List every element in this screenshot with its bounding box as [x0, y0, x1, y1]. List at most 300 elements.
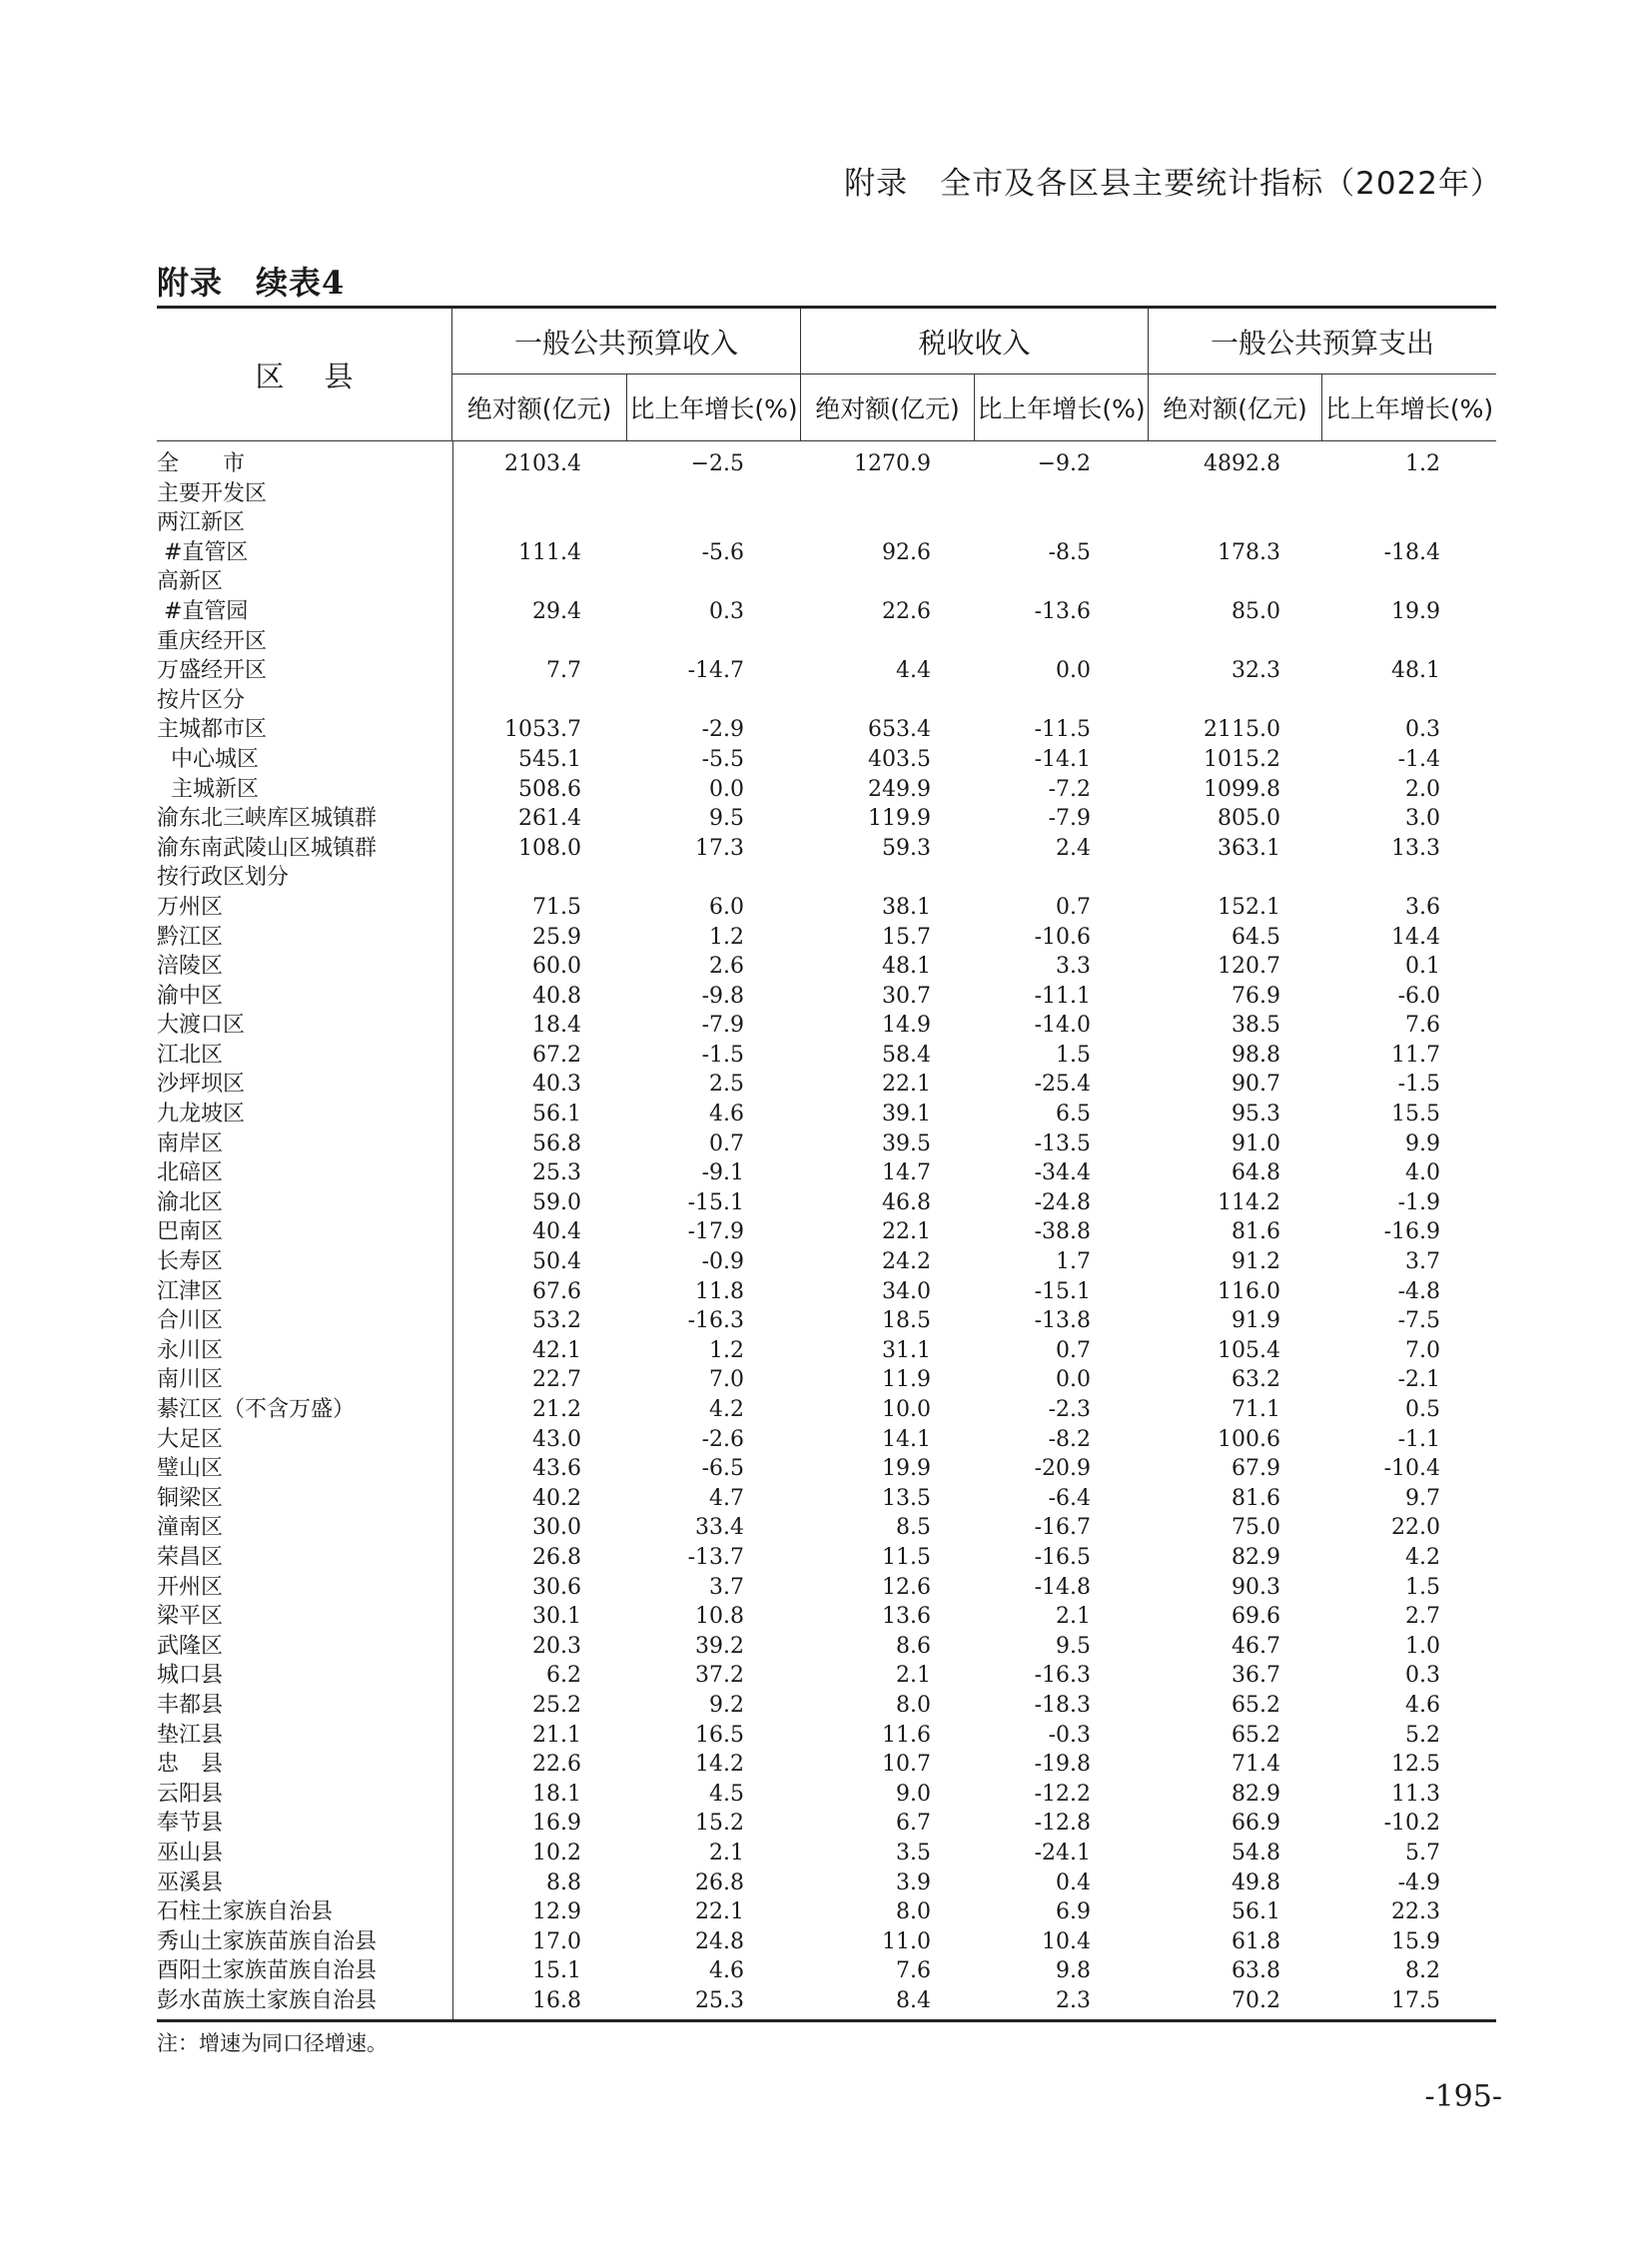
row-name: 荣昌区: [157, 1544, 224, 1570]
table-row: [157, 1158, 1496, 1188]
row-value: 0.3: [709, 598, 744, 624]
row-value: 2.1: [1056, 1604, 1091, 1630]
row-value: 6.2: [546, 1663, 581, 1689]
row-value: 91.2: [1232, 1249, 1280, 1275]
row-name: 两江新区: [157, 510, 246, 536]
table-row: [157, 1721, 1496, 1751]
row-name: 南川区: [157, 1367, 224, 1393]
row-value: -1.4: [1397, 746, 1440, 772]
row-value: 64.5: [1232, 924, 1280, 950]
row-value: 14.9: [882, 1013, 931, 1039]
row-name: 垫江县: [157, 1722, 224, 1748]
row-value: 22.3: [1391, 1899, 1440, 1925]
row-value: 111.4: [518, 539, 581, 565]
row-value: 9.2: [709, 1692, 744, 1718]
row-value: -16.9: [1383, 1219, 1440, 1245]
row-value: 0.0: [1056, 1367, 1091, 1393]
table-row: [157, 745, 1496, 775]
row-value: 22.7: [532, 1367, 581, 1393]
row-value: 46.8: [882, 1189, 931, 1215]
row-value: -9.1: [701, 1160, 744, 1186]
row-value: 95.3: [1232, 1102, 1280, 1127]
row-value: 2.7: [1405, 1604, 1440, 1630]
row-value: 26.8: [695, 1869, 744, 1895]
row-value: -8.2: [1048, 1426, 1091, 1452]
row-value: 15.5: [1391, 1102, 1440, 1127]
table-row: [157, 1543, 1496, 1573]
row-name: 高新区: [157, 569, 224, 595]
table-row: [157, 1336, 1496, 1366]
row-value: 9.5: [709, 806, 744, 832]
row-value: 12.9: [532, 1899, 581, 1925]
row-value: 24.2: [882, 1249, 931, 1275]
row-name: 主城都市区: [157, 717, 268, 743]
row-value: 98.8: [1232, 1042, 1280, 1068]
row-value: 24.8: [695, 1928, 744, 1954]
row-value: 6.9: [1056, 1899, 1091, 1925]
row-value: 59.3: [882, 835, 931, 861]
row-value: 30.0: [532, 1515, 581, 1541]
row-value: 22.1: [882, 1219, 931, 1245]
row-name: 大足区: [157, 1426, 224, 1452]
sub-header: 比上年增长(%): [1324, 394, 1494, 423]
row-value: 75.0: [1232, 1515, 1280, 1541]
row-value: 43.0: [532, 1426, 581, 1452]
row-value: 5.2: [1405, 1722, 1440, 1748]
row-value: -10.2: [1383, 1811, 1440, 1837]
row-value: 8.6: [896, 1633, 931, 1659]
row-value: -16.5: [1034, 1544, 1091, 1570]
row-value: 22.1: [882, 1072, 931, 1098]
row-value: -13.6: [1034, 598, 1091, 624]
row-value: 11.0: [882, 1928, 931, 1954]
row-value: 178.3: [1218, 539, 1280, 565]
statistics-table: [157, 306, 1496, 2022]
row-value: 59.0: [532, 1189, 581, 1215]
row-value: 53.2: [532, 1308, 581, 1334]
table-row: [157, 1513, 1496, 1543]
row-value: 58.4: [882, 1042, 931, 1068]
row-value: 15.9: [1391, 1928, 1440, 1954]
row-value: 13.3: [1391, 835, 1440, 861]
row-value: -12.8: [1034, 1811, 1091, 1837]
row-value: 56.8: [532, 1130, 581, 1156]
row-name: 奉节县: [157, 1811, 224, 1837]
row-name: 石柱土家族自治县: [157, 1899, 334, 1925]
row-value: 54.8: [1232, 1840, 1280, 1866]
row-value: 38.5: [1232, 1013, 1280, 1039]
row-value: -12.2: [1034, 1781, 1091, 1807]
row-value: 4892.8: [1204, 451, 1280, 476]
row-value: 40.3: [532, 1072, 581, 1098]
row-name: #直管区: [157, 539, 249, 565]
row-value: 4.5: [709, 1781, 744, 1807]
row-value: 13.6: [882, 1604, 931, 1630]
row-value: -14.8: [1034, 1574, 1091, 1600]
table-row: [157, 1986, 1496, 2016]
row-name: 梁平区: [157, 1604, 224, 1630]
row-value: 67.9: [1232, 1456, 1280, 1482]
row-value: 9.8: [1056, 1958, 1091, 1984]
row-name: 沙坪坝区: [157, 1072, 246, 1098]
table-row: [157, 1573, 1496, 1603]
row-value: 3.9: [896, 1869, 931, 1895]
row-name: 巫山县: [157, 1840, 224, 1866]
table-row: [157, 804, 1496, 834]
row-value: 11.6: [882, 1722, 931, 1748]
row-value: 63.2: [1232, 1367, 1280, 1393]
row-value: -24.1: [1034, 1840, 1091, 1866]
row-value: 5.7: [1405, 1840, 1440, 1866]
row-value: 40.8: [532, 983, 581, 1009]
table-row: [157, 1365, 1496, 1395]
row-value: 0.7: [1056, 1337, 1091, 1363]
row-value: -2.3: [1048, 1397, 1091, 1422]
row-value: 4.7: [709, 1485, 744, 1511]
row-name: 按片区分: [157, 687, 246, 713]
row-name: 渝东北三峡库区城镇群: [157, 806, 378, 832]
row-name: 涪陵区: [157, 954, 224, 980]
table-row: [157, 982, 1496, 1012]
row-value: -0.9: [701, 1249, 744, 1275]
row-name: 开州区: [157, 1574, 224, 1600]
row-value: 43.6: [532, 1456, 581, 1482]
group-header-budget-revenue: 一般公共预算收入: [452, 309, 801, 374]
row-value: -6.4: [1048, 1485, 1091, 1511]
row-value: -13.8: [1034, 1308, 1091, 1334]
row-value: 50.4: [532, 1249, 581, 1275]
row-name: 长寿区: [157, 1249, 224, 1275]
row-value: 2.1: [896, 1663, 931, 1689]
row-value: 7.6: [896, 1958, 931, 1984]
table-row: [157, 923, 1496, 953]
row-value: -7.9: [701, 1013, 744, 1039]
row-value: 71.5: [532, 894, 581, 920]
row-name: 忠 县: [157, 1752, 224, 1778]
row-value: 81.6: [1232, 1485, 1280, 1511]
row-name: #直管园: [157, 598, 249, 624]
row-name: 永川区: [157, 1337, 224, 1363]
sub-header: 绝对额(亿元): [452, 374, 627, 440]
row-value: 33.4: [695, 1515, 744, 1541]
row-value: 9.0: [896, 1781, 931, 1807]
row-value: -10.6: [1034, 924, 1091, 950]
row-value: 91.0: [1232, 1130, 1280, 1156]
row-name: 渝东南武陵山区城镇群: [157, 835, 378, 861]
sub-header: 绝对额(亿元): [1149, 374, 1322, 440]
table-row: [157, 1425, 1496, 1455]
row-value: 6.7: [896, 1811, 931, 1837]
row-value: 48.1: [1391, 658, 1440, 684]
row-value: 10.8: [695, 1604, 744, 1630]
row-value: -15.1: [687, 1189, 744, 1215]
row-name: 云阳县: [157, 1781, 224, 1807]
table-row: [157, 1041, 1496, 1071]
row-value: 1053.7: [504, 717, 581, 743]
row-value: −2.5: [690, 451, 744, 476]
row-value: 26.8: [532, 1544, 581, 1570]
row-value: -16.7: [1034, 1515, 1091, 1541]
row-value: 4.6: [709, 1102, 744, 1127]
row-value: 16.9: [532, 1811, 581, 1837]
row-value: 2.4: [1056, 835, 1091, 861]
row-value: 39.2: [695, 1633, 744, 1659]
row-name: 合川区: [157, 1308, 224, 1334]
row-value: -9.8: [701, 983, 744, 1009]
row-value: -25.4: [1034, 1072, 1091, 1098]
row-value: 17.0: [532, 1928, 581, 1954]
row-value: -14.7: [687, 658, 744, 684]
row-value: 0.7: [1056, 894, 1091, 920]
table-row: [157, 1602, 1496, 1632]
row-value: 7.0: [709, 1367, 744, 1393]
row-name: 巴南区: [157, 1219, 224, 1245]
table-row: [157, 1454, 1496, 1484]
row-value: 0.3: [1405, 1663, 1440, 1689]
row-value: 46.7: [1232, 1633, 1280, 1659]
row-value: 3.7: [709, 1574, 744, 1600]
row-value: 32.3: [1232, 658, 1280, 684]
row-value: 4.6: [709, 1958, 744, 1984]
row-value: 2115.0: [1204, 717, 1280, 743]
row-value: 16.5: [695, 1722, 744, 1748]
row-value: -14.0: [1034, 1013, 1091, 1039]
row-value: 545.1: [518, 746, 581, 772]
row-value: 11.7: [1391, 1042, 1440, 1068]
row-value: 56.1: [1232, 1899, 1280, 1925]
row-value: 90.7: [1232, 1072, 1280, 1098]
row-name: 铜梁区: [157, 1485, 224, 1511]
row-value: 90.3: [1232, 1574, 1280, 1600]
row-value: 22.1: [695, 1899, 744, 1925]
row-value: -13.7: [687, 1544, 744, 1570]
row-value: 67.2: [532, 1042, 581, 1068]
row-value: 65.2: [1232, 1722, 1280, 1748]
table-row: [157, 1632, 1496, 1662]
row-value: 3.7: [1405, 1249, 1440, 1275]
row-name: 大渡口区: [157, 1013, 246, 1039]
row-name: 江北区: [157, 1042, 224, 1068]
sub-header: 比上年增长(%): [975, 374, 1149, 440]
row-value: 71.1: [1232, 1397, 1280, 1422]
row-value: 65.2: [1232, 1692, 1280, 1718]
row-value: 67.6: [532, 1278, 581, 1304]
table-row: [157, 597, 1496, 627]
row-value: 60.0: [532, 954, 581, 980]
row-value: 6.0: [709, 894, 744, 920]
row-value: 16.8: [532, 1987, 581, 2013]
row-value: 11.9: [882, 1367, 931, 1393]
table-title: 附录 续表4: [157, 264, 346, 302]
table-row: [157, 1839, 1496, 1868]
row-value: 9.5: [1056, 1633, 1091, 1659]
table-row: [157, 1217, 1496, 1247]
row-value: 7.7: [546, 658, 581, 684]
row-name: 酉阳土家族苗族自治县: [157, 1958, 378, 1984]
row-value: 1.0: [1405, 1633, 1440, 1659]
row-value: -19.8: [1034, 1752, 1091, 1778]
row-name: 黔江区: [157, 924, 224, 950]
row-value: 39.5: [882, 1130, 931, 1156]
row-value: 14.7: [882, 1160, 931, 1186]
row-value: 2.3: [1056, 1987, 1091, 2013]
row-value: 29.4: [532, 598, 581, 624]
row-name: 秀山土家族苗族自治县: [157, 1928, 378, 1954]
row-value: -2.9: [701, 717, 744, 743]
table-row: [157, 1897, 1496, 1927]
table-row: [157, 1070, 1496, 1100]
row-value: 25.3: [695, 1987, 744, 2013]
row-value: 805.0: [1218, 806, 1280, 832]
row-value: 0.4: [1056, 1869, 1091, 1895]
row-value: -0.3: [1048, 1722, 1091, 1748]
row-name: 巫溪县: [157, 1869, 224, 1895]
row-value: -17.9: [687, 1219, 744, 1245]
row-value: 48.1: [882, 954, 931, 980]
row-value: -14.1: [1034, 746, 1091, 772]
row-value: -2.6: [701, 1426, 744, 1452]
row-value: -11.5: [1034, 717, 1091, 743]
table-row: [157, 479, 1496, 509]
row-value: 30.7: [882, 983, 931, 1009]
row-value: 19.9: [882, 1456, 931, 1482]
row-value: 20.3: [532, 1633, 581, 1659]
table-row: [157, 656, 1496, 686]
row-name: 城口县: [157, 1663, 224, 1689]
row-value: 105.4: [1218, 1337, 1280, 1363]
row-name: 武隆区: [157, 1633, 224, 1659]
row-value: 1270.9: [854, 451, 931, 476]
row-value: 21.2: [532, 1397, 581, 1422]
row-value: -5.5: [701, 746, 744, 772]
table-row: [157, 1809, 1496, 1839]
row-value: 19.9: [1391, 598, 1440, 624]
row-value: 3.6: [1405, 894, 1440, 920]
row-value: 18.4: [532, 1013, 581, 1039]
row-value: 3.5: [896, 1840, 931, 1866]
row-name: 重庆经开区: [157, 628, 268, 654]
row-value: −9.2: [1037, 451, 1091, 476]
row-value: 1.2: [709, 1337, 744, 1363]
table-row: [157, 863, 1496, 893]
row-value: 8.2: [1405, 1958, 1440, 1984]
row-value: 14.1: [882, 1426, 931, 1452]
row-value: 12.6: [882, 1574, 931, 1600]
row-label-header: 区县: [157, 309, 452, 440]
group-header-tax-revenue: 税收收入: [801, 309, 1149, 374]
row-value: 11.8: [695, 1278, 744, 1304]
running-head: 附录 全市及各区县主要统计指标（2022年）: [844, 166, 1502, 202]
row-value: 3.0: [1405, 806, 1440, 832]
row-value: 14.2: [695, 1752, 744, 1778]
row-value: 508.6: [518, 776, 581, 802]
table-row: [157, 627, 1496, 657]
row-value: 403.5: [868, 746, 931, 772]
row-value: 49.8: [1232, 1869, 1280, 1895]
row-name: 万州区: [157, 894, 224, 920]
row-value: -20.9: [1034, 1456, 1091, 1482]
row-value: -24.8: [1034, 1189, 1091, 1215]
row-value: 11.5: [882, 1544, 931, 1570]
row-value: 2.1: [709, 1840, 744, 1866]
row-value: 85.0: [1232, 598, 1280, 624]
table-row: [157, 715, 1496, 745]
row-name: 渝北区: [157, 1189, 224, 1215]
table-row: [157, 1395, 1496, 1425]
row-name: 北碚区: [157, 1160, 224, 1186]
row-value: 1015.2: [1204, 746, 1280, 772]
sub-header: 比上年增长(%): [627, 374, 801, 440]
table-row: [157, 893, 1496, 923]
row-value: 25.9: [532, 924, 581, 950]
row-value: 22.0: [1391, 1515, 1440, 1541]
row-name: 中心城区: [157, 746, 259, 772]
table-row: [157, 1927, 1496, 1957]
row-value: 4.4: [896, 658, 931, 684]
row-value: 2.6: [709, 954, 744, 980]
row-name: 主要开发区: [157, 480, 268, 506]
row-name: 綦江区（不含万盛）: [157, 1397, 356, 1422]
row-value: -10.4: [1383, 1456, 1440, 1482]
row-value: 81.6: [1232, 1219, 1280, 1245]
row-value: 30.6: [532, 1574, 581, 1600]
row-value: 108.0: [518, 835, 581, 861]
table-row: [157, 1691, 1496, 1721]
row-value: -7.2: [1048, 776, 1091, 802]
row-value: 261.4: [518, 806, 581, 832]
row-value: 42.1: [532, 1337, 581, 1363]
row-value: 40.4: [532, 1219, 581, 1245]
row-value: 0.3: [1405, 717, 1440, 743]
row-value: 249.9: [868, 776, 931, 802]
table-note: 注：增速为同口径增速。: [157, 2031, 388, 2055]
row-value: 4.2: [709, 1397, 744, 1422]
row-value: 25.2: [532, 1692, 581, 1718]
row-value: 9.9: [1405, 1130, 1440, 1156]
table-row: [157, 1247, 1496, 1277]
row-value: 14.4: [1391, 924, 1440, 950]
row-value: 10.7: [882, 1752, 931, 1778]
row-value: -6.0: [1397, 983, 1440, 1009]
row-name: 丰都县: [157, 1692, 224, 1718]
row-value: 8.0: [896, 1692, 931, 1718]
row-value: 3.3: [1056, 954, 1091, 980]
row-value: 1099.8: [1204, 776, 1280, 802]
table-row: [157, 1750, 1496, 1780]
row-value: 2.0: [1405, 776, 1440, 802]
row-value: 10.0: [882, 1397, 931, 1422]
row-value: 25.3: [532, 1160, 581, 1186]
row-name: 主城新区: [157, 776, 259, 802]
row-value: 7.0: [1405, 1337, 1440, 1363]
row-value: 7.6: [1405, 1013, 1440, 1039]
table-row: [157, 1780, 1496, 1810]
row-value: 22.6: [532, 1752, 581, 1778]
row-value: 82.9: [1232, 1544, 1280, 1570]
row-value: 71.4: [1232, 1752, 1280, 1778]
row-value: 8.4: [896, 1987, 931, 2013]
row-value: -6.5: [701, 1456, 744, 1482]
row-name: 璧山区: [157, 1456, 224, 1482]
table-row: [157, 1100, 1496, 1129]
table-row: [157, 567, 1496, 597]
row-value: 1.2: [709, 924, 744, 950]
row-value: 12.5: [1391, 1752, 1440, 1778]
table-body: [157, 441, 1496, 2019]
table-row: [157, 1868, 1496, 1898]
row-value: 4.2: [1405, 1544, 1440, 1570]
row-value: 1.2: [1405, 451, 1440, 476]
